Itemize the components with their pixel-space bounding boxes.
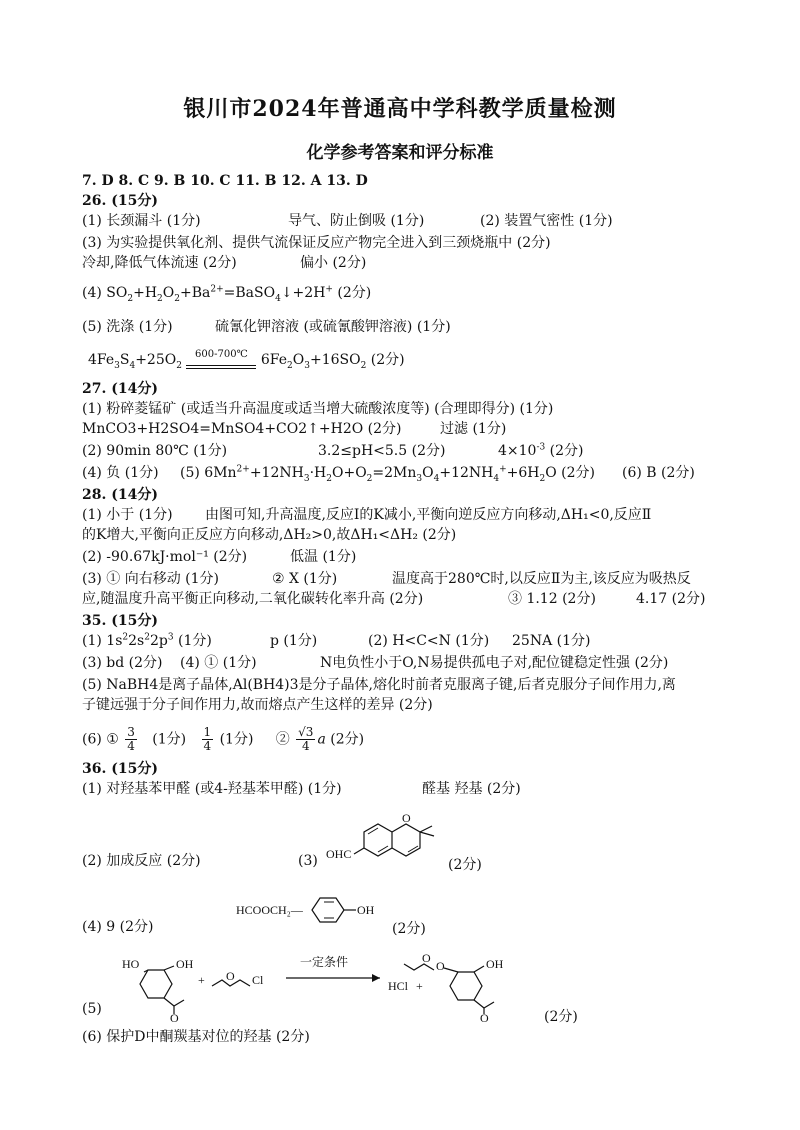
q26-line2: (3) 为实验提供氧化剂、提供气流保证反应产物完全进入到三颈烧瓶中 (2分) — [82, 235, 551, 251]
q35-line1d: 25NA (1分) — [512, 633, 591, 649]
q26-line3a: 冷却,降低气体流速 (2分) — [82, 255, 237, 271]
q26-line1c: (2) 装置气密性 (1分) — [480, 213, 613, 229]
q35-line2a: (3) bd (2分) — [82, 655, 163, 671]
q28-line5b: ③ 1.12 (2分) — [508, 591, 596, 607]
q35-line1a: (1) $1s^22s^22p^3$ (1分) — [82, 632, 212, 649]
pyran-ring — [392, 824, 420, 856]
q28-line4b: ② X (1分) — [272, 571, 338, 587]
q26-line5a: (5) 洗涤 (1分) — [82, 319, 173, 335]
benzene-ring — [450, 972, 482, 1000]
benzene-ring — [364, 824, 392, 856]
q35-line3: (5) NaBH4是离子晶体,Al(BH4)3是分子晶体,熔化时前者克服离子键,后者克服分子间作用力,离 — [82, 677, 676, 693]
q27-line3c: $4\times 10^{-3}$ (2分) — [498, 442, 584, 459]
q28-line1b: 由图可知,升高温度,反应Ⅰ的K减小,平衡向逆反应方向移动,ΔH₁<0,反应Ⅱ — [205, 507, 652, 523]
q36-line2a: (2) 加成反应 (2分) — [82, 853, 201, 869]
q28-line5a: 应,随温度升高平衡正向移动,二氧化碳转化率升高 (2分) — [82, 591, 424, 607]
q36-line1a: (1) 对羟基苯甲醛 (或4-羟基苯甲醛) (1分) — [82, 781, 342, 797]
bond — [164, 966, 174, 970]
q35-line1c: (2) H<C<N (1分) — [368, 633, 490, 649]
q26-line1b: 导气、防止倒吸 (1分) — [288, 213, 425, 229]
bond — [484, 1002, 494, 1008]
carbonyl-oxygen: O — [480, 1011, 489, 1025]
benzene-ring — [140, 970, 172, 998]
q36-line4a: (5) — [82, 1001, 102, 1017]
hcooch2-label: HCOOCH₂— — [236, 903, 303, 917]
cl-label: Cl — [252, 973, 264, 987]
page-title: 银川市2024年普通高中学科教学质量检测 — [183, 96, 617, 122]
ester-structure — [236, 894, 396, 934]
q36-line2c: (2分) — [448, 857, 482, 873]
oh-label: OH — [176, 957, 194, 971]
q27-line4b: (5) $6Mn^{2+}+12NH_3\cdot H_2O+O_2=2Mn_3O_4+12NH_4^++6H_2O$ (2分) — [180, 464, 596, 484]
oh-label: OH — [486, 957, 504, 971]
bond — [354, 848, 364, 854]
q35-heading: 35. (15分) — [82, 613, 158, 629]
bond — [474, 1000, 484, 1008]
arrow-condition: 一定条件 — [300, 955, 349, 969]
chromene-structure — [326, 812, 456, 882]
q28-line4a: (3) ① 向右移动 (1分) — [82, 571, 220, 587]
oh-label: OH — [357, 903, 375, 917]
q35-line2c: N电负性小于O,N易提供孤电子对,配位键稳定性强 (2分) — [320, 655, 669, 671]
q35-line5: (6) ① $\frac{3}{4}$ (1分) $\frac{1}{4}$ (1分) ② $\frac{√3}{4}$ a (2分) — [82, 725, 365, 753]
q27-line3b: 3.2≤pH<5.5 (2分) — [318, 443, 446, 459]
q28-line4c: 温度高于280℃时,以反应Ⅱ为主,该反应为吸热反 — [392, 571, 691, 587]
q36-line2b: (3) — [298, 853, 318, 869]
carbonyl-oxygen: O — [170, 1011, 179, 1025]
q27-line3a: (2) 90min 80℃ (1分) — [82, 443, 228, 459]
q28-line3b: 低温 (1分) — [290, 549, 357, 565]
q28-line1a: (1) 小于 (1分) — [82, 507, 173, 523]
q26-line4: (4) $SO_2+H_2O_2+Ba^{2+}=BaSO_4↓+2H^+$ (2分) — [82, 284, 372, 304]
reaction-condition: 600-700℃ — [186, 346, 256, 369]
q27-line2-eq: MnCO3+H2SO4=MnSO4+CO2↑+H2O (2分) — [82, 421, 402, 437]
fraction-1-4: $\frac{1}{4}$ — [203, 725, 212, 753]
q26-line5b: 硫氰化钾溶液 (或硫氰酸钾溶液) (1分) — [215, 319, 451, 335]
arrowhead — [372, 974, 380, 982]
q27-line4c: (6) B (2分) — [622, 465, 695, 481]
q26-heading: 26. (15分) — [82, 193, 158, 209]
q28-heading: 28. (14分) — [82, 487, 158, 503]
hcl-label: HCl — [388, 979, 409, 993]
methyl-bond — [420, 832, 434, 836]
plus-sign: + — [198, 973, 205, 987]
q27-line1: (1) 粉碎菱锰矿 (或适当升高温度或适当增大硫酸浓度等) (合理即得分) (1分) — [82, 401, 554, 417]
double-bond — [408, 846, 418, 852]
q36-line1b: 醛基 羟基 (2分) — [422, 781, 521, 797]
q28-line5c: 4.17 (2分) — [636, 591, 706, 607]
bond — [474, 966, 484, 972]
methyl-bond — [420, 826, 432, 832]
ho-label: HO — [122, 957, 140, 971]
q27-line4a: (4) 负 (1分) — [82, 465, 159, 481]
q36-heading: 36. (15分) — [82, 761, 158, 777]
plus-sign: + — [416, 979, 423, 993]
q28-line2: 的K增大,平衡向正反应方向移动,ΔH₂>0,故ΔH₁<ΔH₂ (2分) — [82, 527, 457, 543]
fraction-sqrt3-4: $\frac{√3}{4}$ — [298, 725, 314, 753]
ether-oxygen: O — [436, 959, 445, 973]
ring-oxygen: O — [402, 811, 411, 825]
q27-line2b: 过滤 (1分) — [440, 421, 507, 437]
bond — [444, 968, 458, 972]
q36-line3a: (4) 9 (2分) — [82, 919, 154, 935]
bond — [164, 998, 174, 1006]
reaction-scheme — [82, 950, 602, 1025]
mc-answers: 7. D 8. C 9. B 10. C 11. B 12. A 13. D — [82, 173, 368, 189]
q26-line3b: 偏小 (2分) — [300, 255, 367, 271]
ether-oxygen: O — [226, 969, 235, 983]
q35-line2b: (4) ① (1分) — [180, 655, 257, 671]
ether-oxygen: O — [422, 951, 431, 965]
q35-line4: 子键远强于分子间作用力,故而熔点产生这样的差异 (2分) — [82, 697, 433, 713]
ohc-label: OHC — [326, 847, 352, 861]
q36-line5: (6) 保护D中酮羰基对位的羟基 (2分) — [82, 1029, 310, 1045]
bond — [174, 1000, 184, 1006]
q26-line1a: (1) 长颈漏斗 (1分) — [82, 213, 201, 229]
fraction-3-4: $\frac{3}{4}$ — [127, 725, 135, 753]
q36-line4b: (2分) — [544, 1009, 578, 1025]
q28-line3a: (2) -90.67kJ·mol⁻¹ (2分) — [82, 549, 248, 565]
page-subtitle: 化学参考答案和评分标准 — [306, 143, 494, 163]
q27-heading: 27. (14分) — [82, 381, 158, 397]
q26-line6: $4Fe_3S_4+25O_2$ 600-700℃ $6Fe_2O_3+16SO_2$ (2分) — [88, 346, 405, 369]
q35-line1b: p (1分) — [270, 633, 318, 649]
q36-line3b: (2分) — [392, 921, 426, 937]
